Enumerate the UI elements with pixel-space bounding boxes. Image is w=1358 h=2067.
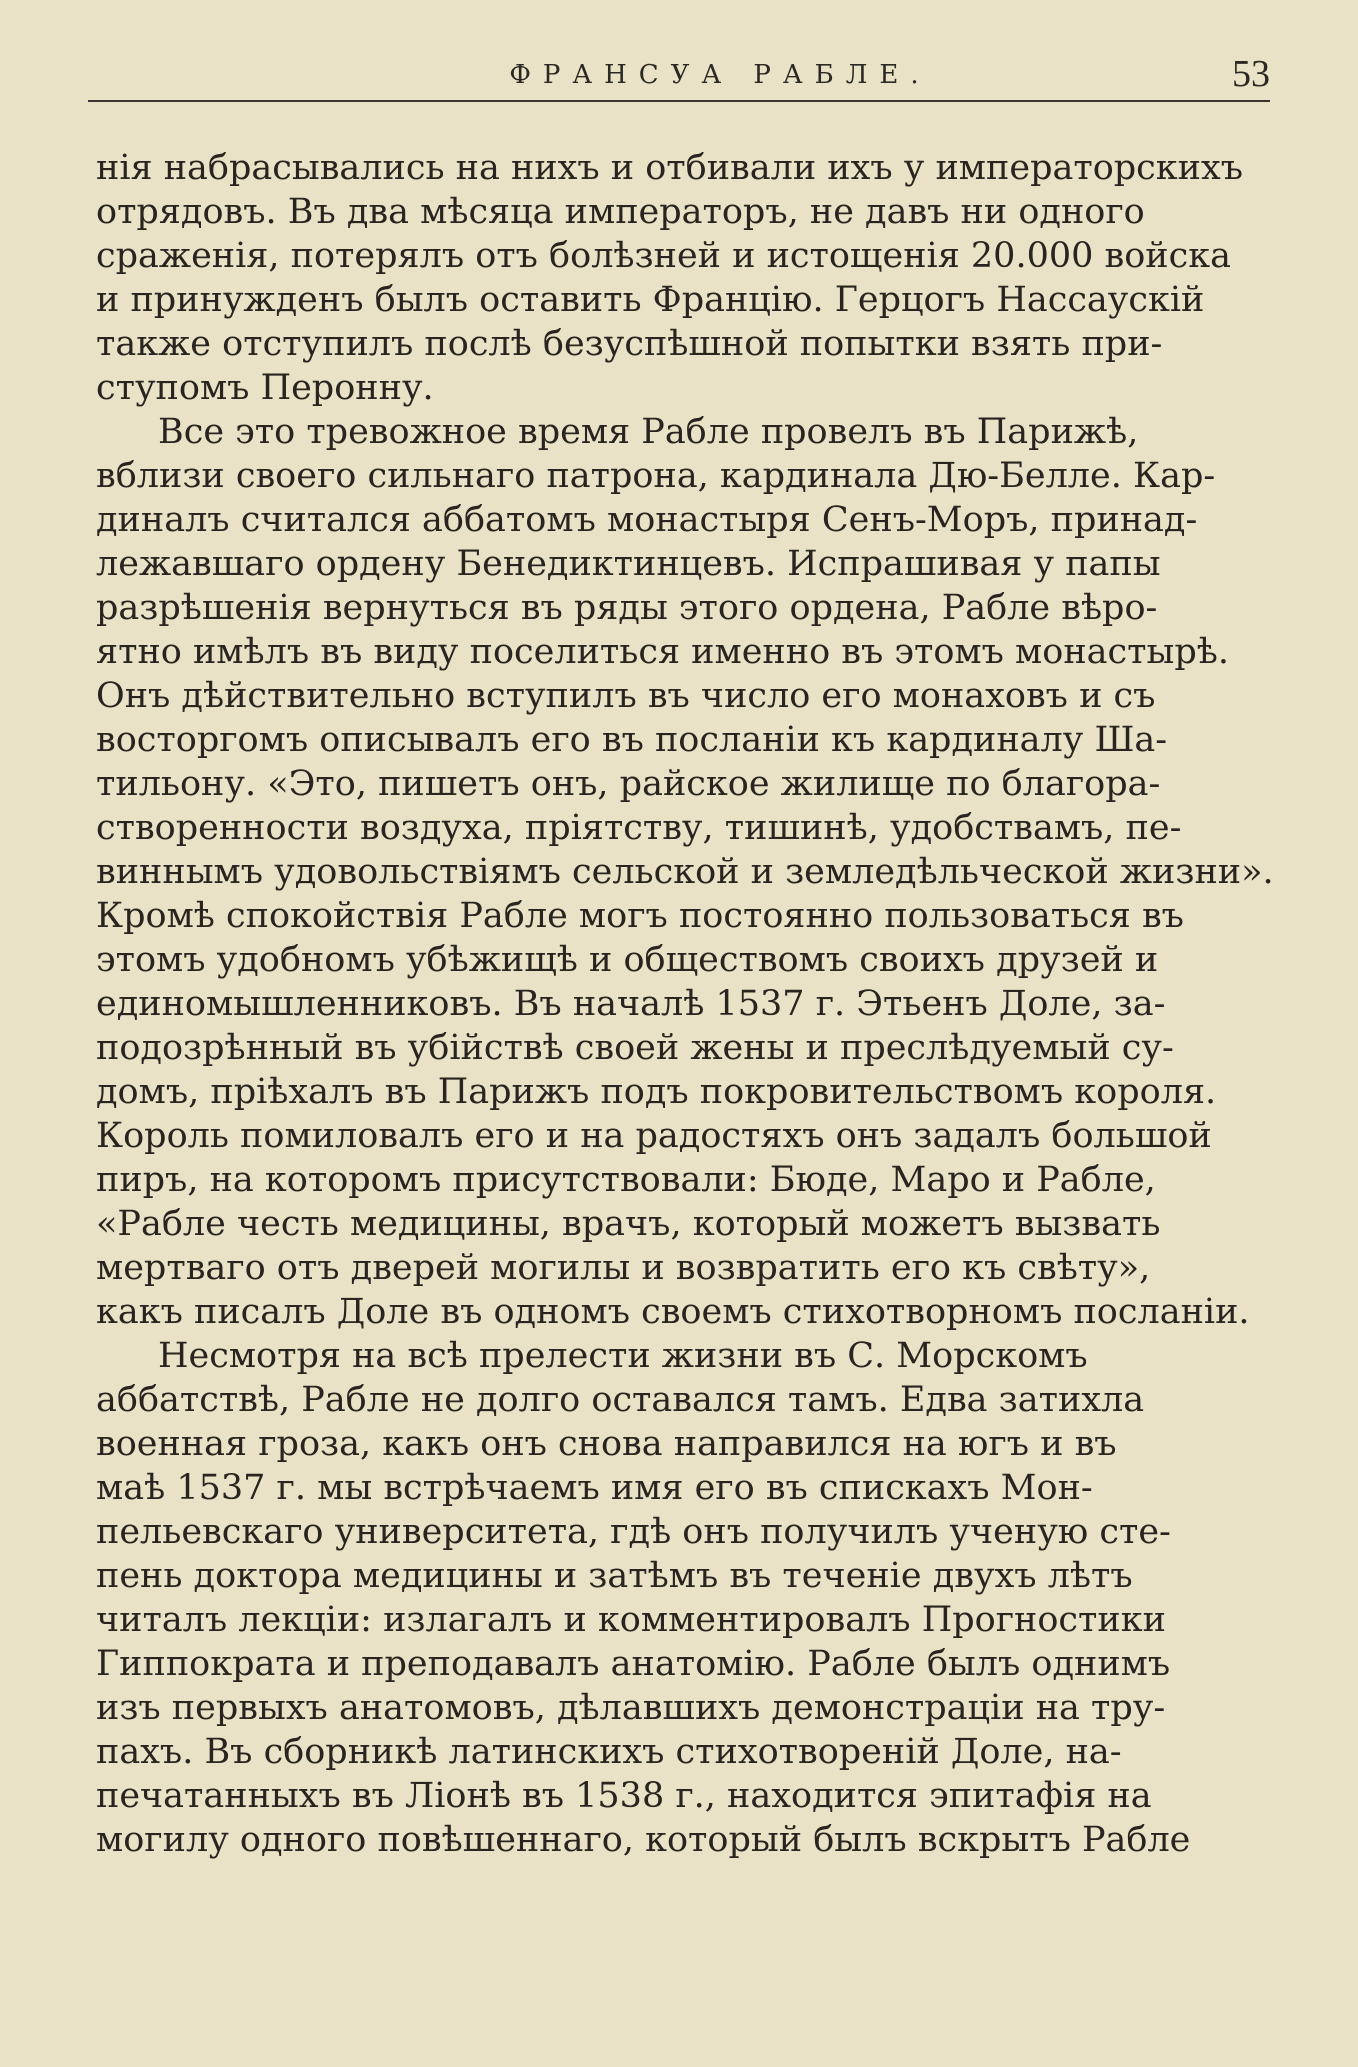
- text-line: пахъ. Въ сборникѣ латинскихъ стихотвореній Доле, на-: [96, 1732, 1122, 1772]
- paragraph-3: [96, 1334, 1292, 1862]
- text-line: Онъ дѣйствительно вступилъ въ число его монаховъ и съ: [96, 676, 1156, 716]
- text-line: Король помиловалъ его и на радостяхъ онъ задалъ большой: [96, 1116, 1212, 1156]
- paragraph-2: [96, 410, 1292, 1334]
- text-line: ступомъ Перонну.: [96, 368, 434, 408]
- text-line: единомышленниковъ. Въ началѣ 1537 г. Этьенъ Доле, за-: [96, 984, 1166, 1024]
- text-line: пельевскаго университета, гдѣ онъ получилъ ученую сте-: [96, 1512, 1171, 1552]
- text-line: диналъ считался аббатомъ монастыря Сенъ-Моръ, принад-: [96, 500, 1198, 540]
- text-line: сраженія, потерялъ отъ болѣзней и истощенія 20.000 войска: [96, 236, 1231, 276]
- page-number: 53: [1232, 53, 1270, 95]
- text-line: пень доктора медицины и затѣмъ въ теченіе двухъ лѣтъ: [96, 1556, 1133, 1596]
- text-line: пиръ, на которомъ присутствовали: Бюде, Маро и Рабле,: [96, 1160, 1156, 1200]
- paragraph-1: [96, 146, 1292, 410]
- text-line: могилу одного повѣшеннаго, который былъ вскрытъ Рабле: [96, 1820, 1191, 1860]
- text-line: лежавшаго ордену Бенедиктинцевъ. Испрашивая у папы: [96, 544, 1161, 584]
- text-line: «Рабле честь медицины, врачъ, который можетъ вызвать: [96, 1204, 1161, 1244]
- text-line: и принужденъ былъ оставить Францію. Герцогъ Нассаускій: [96, 280, 1205, 320]
- text-line: читалъ лекціи: излагалъ и комментировалъ Прогностики: [96, 1600, 1166, 1640]
- text-line: виннымъ удовольствіямъ сельской и земледѣльческой жизни».: [96, 852, 1274, 892]
- text-line: домъ, пріѣхалъ въ Парижъ подъ покровительствомъ короля.: [96, 1072, 1217, 1112]
- text-line: разрѣшенія вернуться въ ряды этого ордена, Рабле вѣро-: [96, 588, 1158, 628]
- text-line: Кромѣ спокойствія Рабле могъ постоянно пользоваться въ: [96, 896, 1184, 936]
- text-line: печатанныхъ въ Ліонѣ въ 1538 г., находится эпитафія на: [96, 1776, 1152, 1816]
- text-line: створенности воздуха, пріятству, тишинѣ, удобствамъ, пе-: [96, 808, 1182, 848]
- text-line: тильону. «Это, пишетъ онъ, райское жилище по благора-: [96, 764, 1161, 804]
- text-line: подозрѣнный въ убійствѣ своей жены и преслѣдуемый су-: [96, 1028, 1174, 1068]
- text-line: Несмотря на всѣ прелести жизни въ С. Морскомъ: [158, 1336, 1088, 1376]
- text-line: какъ писалъ Доле въ одномъ своемъ стихотворномъ посланіи.: [96, 1292, 1250, 1332]
- text-line: нія набрасывались на нихъ и отбивали ихъ у императорскихъ: [96, 148, 1243, 188]
- text-line: этомъ удобномъ убѣжищѣ и обществомъ своихъ друзей и: [96, 940, 1159, 980]
- text-line: ятно имѣлъ въ виду поселиться именно въ этомъ монастырѣ.: [96, 632, 1229, 672]
- text-line: восторгомъ описывалъ его въ посланіи къ кардиналу Ша-: [96, 720, 1168, 760]
- text-line: военная гроза, какъ онъ снова направился на югъ и въ: [96, 1424, 1117, 1464]
- text-line: вблизи своего сильнаго патрона, кардинала Дю-Белле. Кар-: [96, 456, 1216, 496]
- text-line: отрядовъ. Въ два мѣсяца императоръ, не давъ ни одного: [96, 192, 1145, 232]
- text-line: мертваго отъ дверей могилы и возвратить его къ свѣту»,: [96, 1248, 1151, 1288]
- header-rule: [88, 100, 1270, 102]
- text-line: Все это тревожное время Рабле провелъ въ Парижѣ,: [158, 412, 1139, 452]
- page-header: [88, 52, 1270, 108]
- text-line: аббатствѣ, Рабле не долго оставался тамъ. Едва затихла: [96, 1380, 1145, 1420]
- running-title: ФРАНСУА РАБЛЕ.: [509, 60, 931, 90]
- text-line: маѣ 1537 г. мы встрѣчаемъ имя его въ спискахъ Мон-: [96, 1468, 1093, 1508]
- text-line: изъ первыхъ анатомовъ, дѣлавшихъ демонстраціи на тру-: [96, 1688, 1166, 1728]
- body-text: [96, 146, 1292, 1862]
- text-line: Гиппократа и преподавалъ анатомію. Рабле былъ однимъ: [96, 1644, 1171, 1684]
- text-line: также отступилъ послѣ безуспѣшной попытки взять при-: [96, 324, 1163, 364]
